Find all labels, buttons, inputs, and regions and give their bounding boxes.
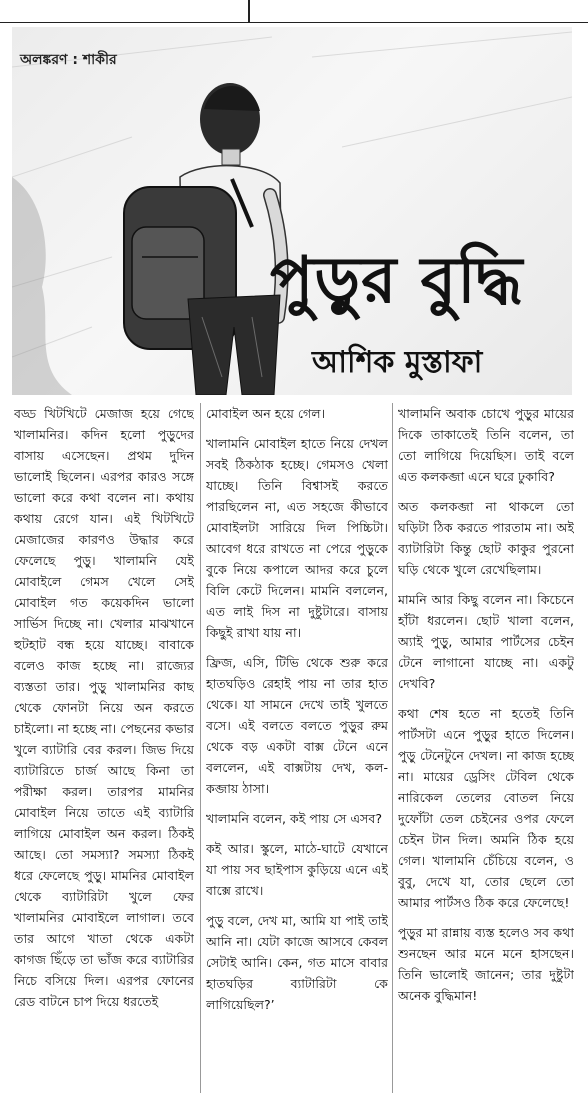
illustration — [12, 27, 572, 395]
column-divider — [392, 403, 393, 1093]
story-title: পুড়ুর বুদ্ধি — [270, 243, 524, 318]
paragraph: খালামনি অবাক চোখে পুড়ুর মায়ের দিকে তাকাতেই তিনি বলেন, তা তো লাগিয়ে দিয়েছিস। তাই বলে এত কলকব্জা এনে ঘরে ঢুকাবি? — [398, 406, 574, 484]
paragraph: মামনি আর কিছু বলেন না। কিচেনে হাঁটা ধরলেন। ছোট খালা বলেন, অ্যাই পুড়ু, আমার পার্টসের চেইন টেনে লাগানো যাচ্ছে না। একটু দেখবি? — [398, 592, 574, 691]
illustration-credit: অলঙ্করণ : শাকীর — [20, 52, 117, 68]
paragraph: বড্ড খিটখিটে মেজাজ হয়ে গেছে খালামনির। কদিন হলো পুড়ুদের বাসায় এসেছেন। প্রথম দুদিন ভালোই ছিলেন। এরপর কারও সঙ্গে ভালো করে কথা বলেন না। কথায় কথায় রেগে যান। এই খিটখিটে মেজাজের কারণও উদ্ধার করে ফেলেছে পুড়ু। খালামনি যেই মোবাইলে গেমস খেলে সেই মোবাইল গত কয়েকদিন ভালো সার্ভিস দিচ্ছে না। খেলার মাঝখানে হুটহাট বন্ধ হয়ে যাচ্ছে। বাবাকে বলেও কাজ হচ্ছে না। রাজ্যের ব্যস্ততা তার। পুড়ু খালামনির কাছ থেকে ফোনটা নিয়ে অন করতে চাইলো। না হচ্ছে না। পেছনের কভার খুলে ব্যাটারি বের করল। জিভ দিয়ে ব্যাটারিতে চার্জ আছে কিনা তা পরীক্ষা করল। তারপর মামনির মোবাইল নিয়ে তাতে এই ব্যাটারি লাগিয়ে মোবাইল অন করল। ঠিকই আছে। তো সমস্যা? সমস্যা ঠিকই ধরে ফেলেছে পুড়ু। মামনির মোবাইল থেকে ব্যাটারিটা খুলে ফের খালামনির মোবাইলে লাগাল। তবে তার আগে খাতা থেকে একটা কাগজ ছিঁড়ে তা ভাঁজ করে ব্যাটারির নিচে বসিয়ে দিল। এরপর ফোনের রেড বাটনে চাপ দিয়ে ধরতেই — [14, 406, 194, 1009]
paragraph: খালামনি মোবাইল হাতে নিয়ে দেখল সবই ঠিকঠাক হচ্ছে। গেমসও খেলা যাচ্ছে। তিনি বিশ্বাসই করতে পারছিলেন না, এত সহজে কীভাবে মোবাইলটা সারিয়ে দিল পিচ্চিটা। আবেগ ধরে রাখতে না পেরে পুড়ুকে বুকে নিয়ে কপালে আদর করে চুলে বিলি কেটে দিলেন। মামনি বললেন, এত লাই দিস না দুষ্টুটারে। বাসায় কিছুই রাখা যায় না। — [206, 436, 388, 640]
paragraph: পুড়ুর মা রান্নায় ব্যস্ত হলেও সব কথা শুনছেন আর মনে মনে হাসছেন। তিনি ভালোই জানেন; তার দুষ্টুটা অনেক বুদ্ধিমান! — [398, 925, 574, 1003]
paragraph: ফ্রিজ, এসি, টিভি থেকে শুরু করে হাতঘড়িও রেহাই পায় না তার হাত থেকে। যা সামনে দেখে তাই খুলতে বসে। এই বলতে বলতে পুড়ুর রুম থেকে বড় একটা বাক্স টেনে এনে বললেন, এই বাক্সটায় দেখ, কল-কব্জায় ঠাসা। — [206, 655, 388, 796]
header-divider — [248, 0, 250, 22]
paragraph: অত কলকব্জা না থাকলে তো ঘড়িটা ঠিক করতে পারতাম না। অই ব্যাটারিটা কিন্তু ছোট কাকুর পুরনো ঘড়ি থেকে খুলে রেখেছিলাম। — [398, 499, 574, 577]
paragraph: মোবাইল অন হয়ে গেল। — [206, 406, 326, 421]
story-author: আশিক মুস্তাফা — [312, 345, 483, 380]
column-divider — [200, 403, 201, 1093]
paragraph: পুড়ু বলে, দেখ মা, আমি যা পাই তাই আনি না। যেটা কাজে আসবে কেবল সেটাই আনি। কেন, গত মাসে বাবার হাতঘড়ির ব্যাটারিটা কে লাগিয়েছিল?’ — [206, 913, 388, 1012]
article-column-2 — [206, 403, 388, 1095]
paragraph: কই আর। স্কুলে, মাঠে-ঘাটে যেখানে যা পায় সব ছাইপাস কুড়িয়ে এনে এই বাক্সে রাখে। — [206, 841, 388, 898]
paragraph: কথা শেষ হতে না হতেই তিনি পার্টসটা এনে পুড়ুর হাতে দিলেন। পুড়ু টেনেটুনে দেখল। না কাজ হচ্ছে না। মায়ের ড্রেসিং টেবিল থেকে নারিকেল তেলের বোতল নিয়ে দুফোঁটা তেল চেইনের ওপর ফেলে চেইন টান দিল। অমনি ঠিক হয়ে গেল। খালামনি চেঁচিয়ে বলেন, ও বুবু, দেখে যা, তোর ছেলে তো আমার পার্টসও ঠিক করে ফেলেছে! — [398, 706, 574, 910]
top-header-rule — [0, 0, 588, 23]
boy-with-backpack-illustration — [12, 27, 572, 395]
paragraph: খালামনি বলেন, কই পায় সে এসব? — [206, 811, 383, 826]
article-column-3 — [398, 403, 574, 1095]
article-column-1 — [14, 403, 194, 1095]
